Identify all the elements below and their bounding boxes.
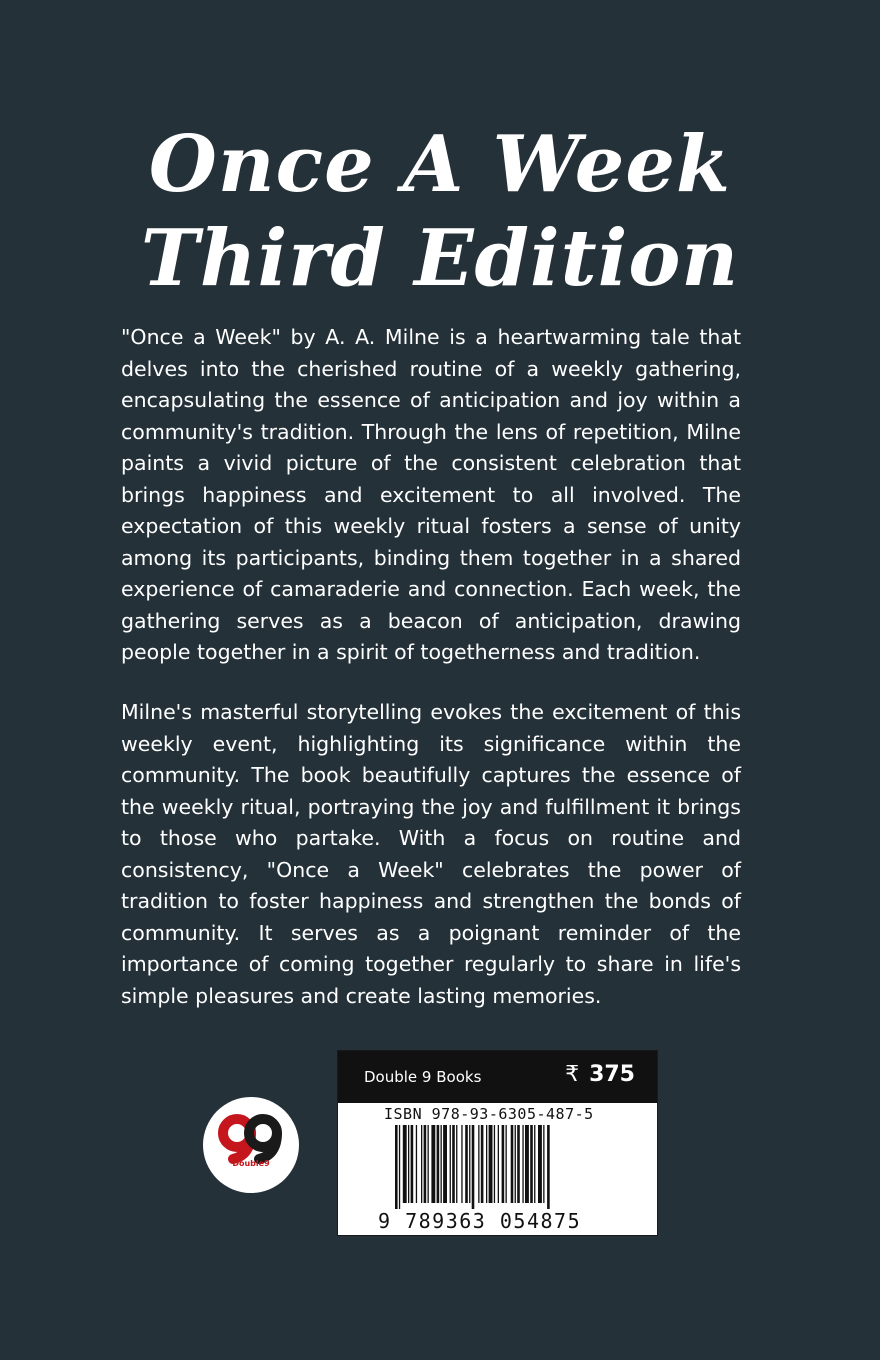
title-line-2: Third Edition <box>140 213 740 304</box>
barcode-digits: 9 789363 054875 <box>378 1209 582 1233</box>
publisher-name: Double 9 Books <box>364 1068 482 1086</box>
publisher-logo <box>203 1097 299 1193</box>
logo-text: Double9 <box>232 1159 270 1168</box>
blurb-paragraph-1: "Once a Week" by A. A. Milne is a heartwarming tale that delves into the cherished routine of a weekly gathering, encapsulating the essence of anticipation and joy within a community's tradition. Through the lens of repetition, Milne paints a vivid picture of the consistent celebration that brings happiness and excitement to all involved. The expectation of this weekly ritual fosters a sense of unity among its participants, binding them together in a shared experience of camaraderie and connection. Each week, the gathering serves as a beacon of anticipation, drawing people together in a spirit of togetherness and tradition. <box>121 325 741 664</box>
title-line-1: Once A Week <box>148 119 732 210</box>
isbn-label: ISBN 978-93-6305-487-5 <box>384 1105 594 1123</box>
price <box>565 1062 635 1087</box>
rupee-icon: ₹ <box>565 1062 580 1087</box>
blurb-paragraph-2: Milne's masterful storytelling evokes the excitement of this weekly event, highlighting its significance within the community. The book beautifully captures the essence of the weekly ritual, portraying the joy and fulfillment it brings to those who partake. With a focus on routine and consistency, "Once a Week" celebrates the power of tradition to foster happiness and strengthen the bonds of community. It serves as a poignant reminder of the importance of coming together regularly to share in life's simple pleasures and create lasting memories. <box>121 700 741 1008</box>
book-title <box>0 118 880 306</box>
double9-books-logo-icon <box>203 1097 299 1193</box>
barcode-icon <box>395 1125 595 1209</box>
barcode-box <box>337 1050 658 1236</box>
price-value: 375 <box>589 1062 635 1087</box>
price-header <box>338 1051 657 1103</box>
